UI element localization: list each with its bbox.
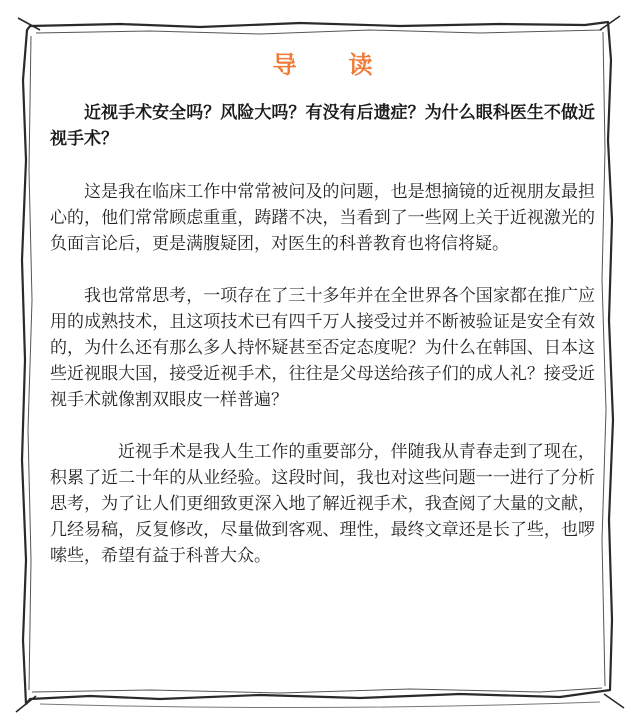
title-char-2: 读 <box>348 51 373 79</box>
lead-question: 近视手术安全吗？风险大吗？有没有后遗症？为什么眼科医生不做近视手术？ <box>50 103 595 149</box>
article-title <box>50 48 595 82</box>
title-char-1: 导 <box>272 51 297 79</box>
article-body <box>50 44 595 595</box>
paragraph-1: 这是我在临床工作中常常被问及的问题，也是想摘镜的近视朋友最担心的，他们常常顾虑重重，踌躇不决，当看到了一些网上关于近视激光的负面言论后，更是满腹疑团，对医生的科普教育也将信将疑。 <box>50 182 595 254</box>
paragraph-3: 近视手术是我人生工作的重要部分，伴随我从青春走到了现在，积累了近二十年的从业经验。这段时间，我也对这些问题一一进行了分析思考，为了让人们更细致更深入地了解近视手术，我查阅了大量的文献，几经易稿，反复修改，尽量做到客观、理性，最终文章还是长了些，也啰嗦些，希望有益于科普大众。 <box>50 442 595 566</box>
paragraph-2: 我也常常思考，一项存在了三十多年并在全世界各个国家都在推广应用的成熟技术，且这项技术已有四千万人接受过并不断被验证是安全有效的，为什么还有那么多人持怀疑甚至否定态度呢？为什么在韩国、日本这些近视眼大国，接受近视手术，往往是父母送给孩子们的成人礼？接受近视手术就像割双眼皮一样普遍？ <box>50 286 595 410</box>
